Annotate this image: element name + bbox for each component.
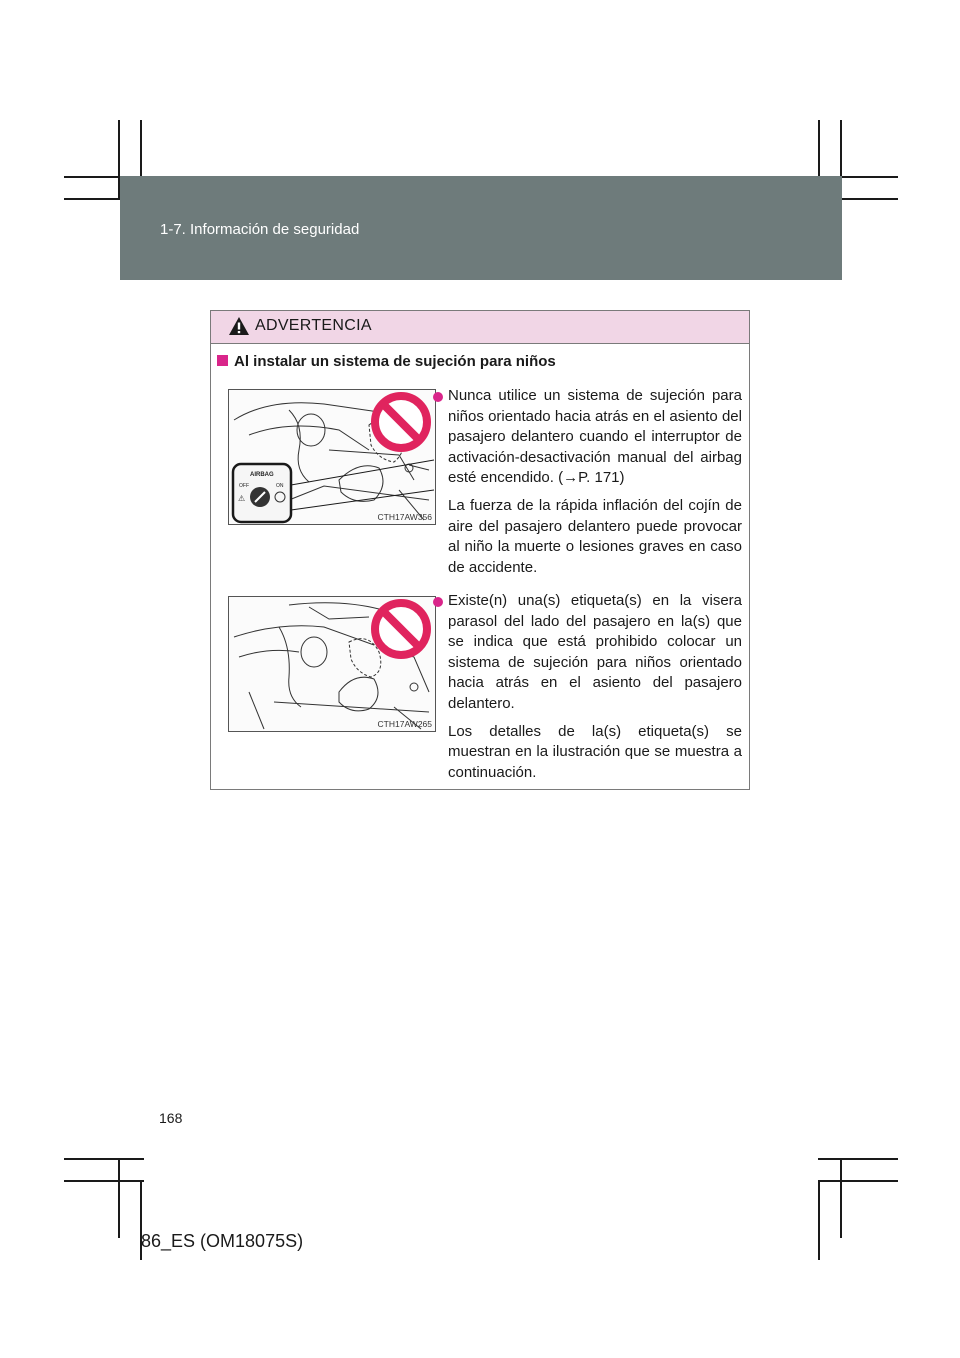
illustration-airbag-switch	[228, 389, 436, 525]
warning-item-1	[448, 386, 742, 578]
warning-triangle-icon	[228, 316, 250, 336]
document-code: 86_ES (OM18075S)	[141, 1231, 304, 1251]
prohibition-icon	[375, 603, 427, 655]
warning-item-text: Existe(n) una(s) etiqueta(s) en la visera parasol del lado del pasajero en la(s) que se indica que está prohibido colocar un sistema de sujeción para niños orientado hacia atrás en el asiento del pasajero delantero.	[448, 592, 742, 712]
crop-mark	[818, 1158, 898, 1160]
warning-label: ADVERTENCIA	[255, 317, 372, 334]
crop-mark	[840, 1158, 842, 1238]
section-header-band	[120, 176, 842, 280]
warning-item-note: La fuerza de la rápida inflación del cojín de aire del pasajero delantero puede provocar al niño la muerte o lesiones graves en caso de accidente.	[448, 496, 742, 576]
page-number: 168	[159, 1110, 183, 1126]
image-code: CTH17AW265	[377, 719, 432, 729]
switch-off-label: OFF	[239, 483, 249, 489]
image-code: CTH17AW356	[377, 512, 432, 522]
bullet-icon	[433, 392, 443, 402]
warning-item-2	[448, 591, 742, 783]
switch-label: AIRBAG	[250, 472, 274, 478]
prohibition-icon	[375, 396, 427, 448]
crop-mark	[118, 1158, 120, 1238]
section-title: 1-7. Información de seguridad	[160, 221, 360, 238]
crop-mark	[818, 1180, 898, 1182]
warning-box	[210, 310, 750, 790]
square-bullet-icon	[217, 355, 228, 366]
warning-heading	[217, 353, 556, 370]
crop-mark	[818, 1180, 820, 1260]
switch-on-label: ON	[276, 483, 284, 489]
warning-heading-text: Al instalar un sistema de sujeción para niños	[234, 353, 556, 370]
crop-mark	[64, 1180, 144, 1182]
crop-mark	[64, 1158, 144, 1160]
bullet-icon	[433, 597, 443, 607]
svg-text:⚠: ⚠	[238, 494, 246, 503]
warning-item-text: Nunca utilice un sistema de sujeción para niños orientado hacia atrás en el asiento del pasajero delantero cuando el interruptor de activación-desactivación manual del airbag esté encendido. (→P. 171)	[448, 387, 742, 487]
warning-item-note: Los detalles de la(s) etiqueta(s) se muestran en la ilustración que se muestra a continuación.	[448, 722, 742, 781]
warning-header	[211, 311, 749, 344]
illustration-sun-visor	[228, 596, 436, 732]
